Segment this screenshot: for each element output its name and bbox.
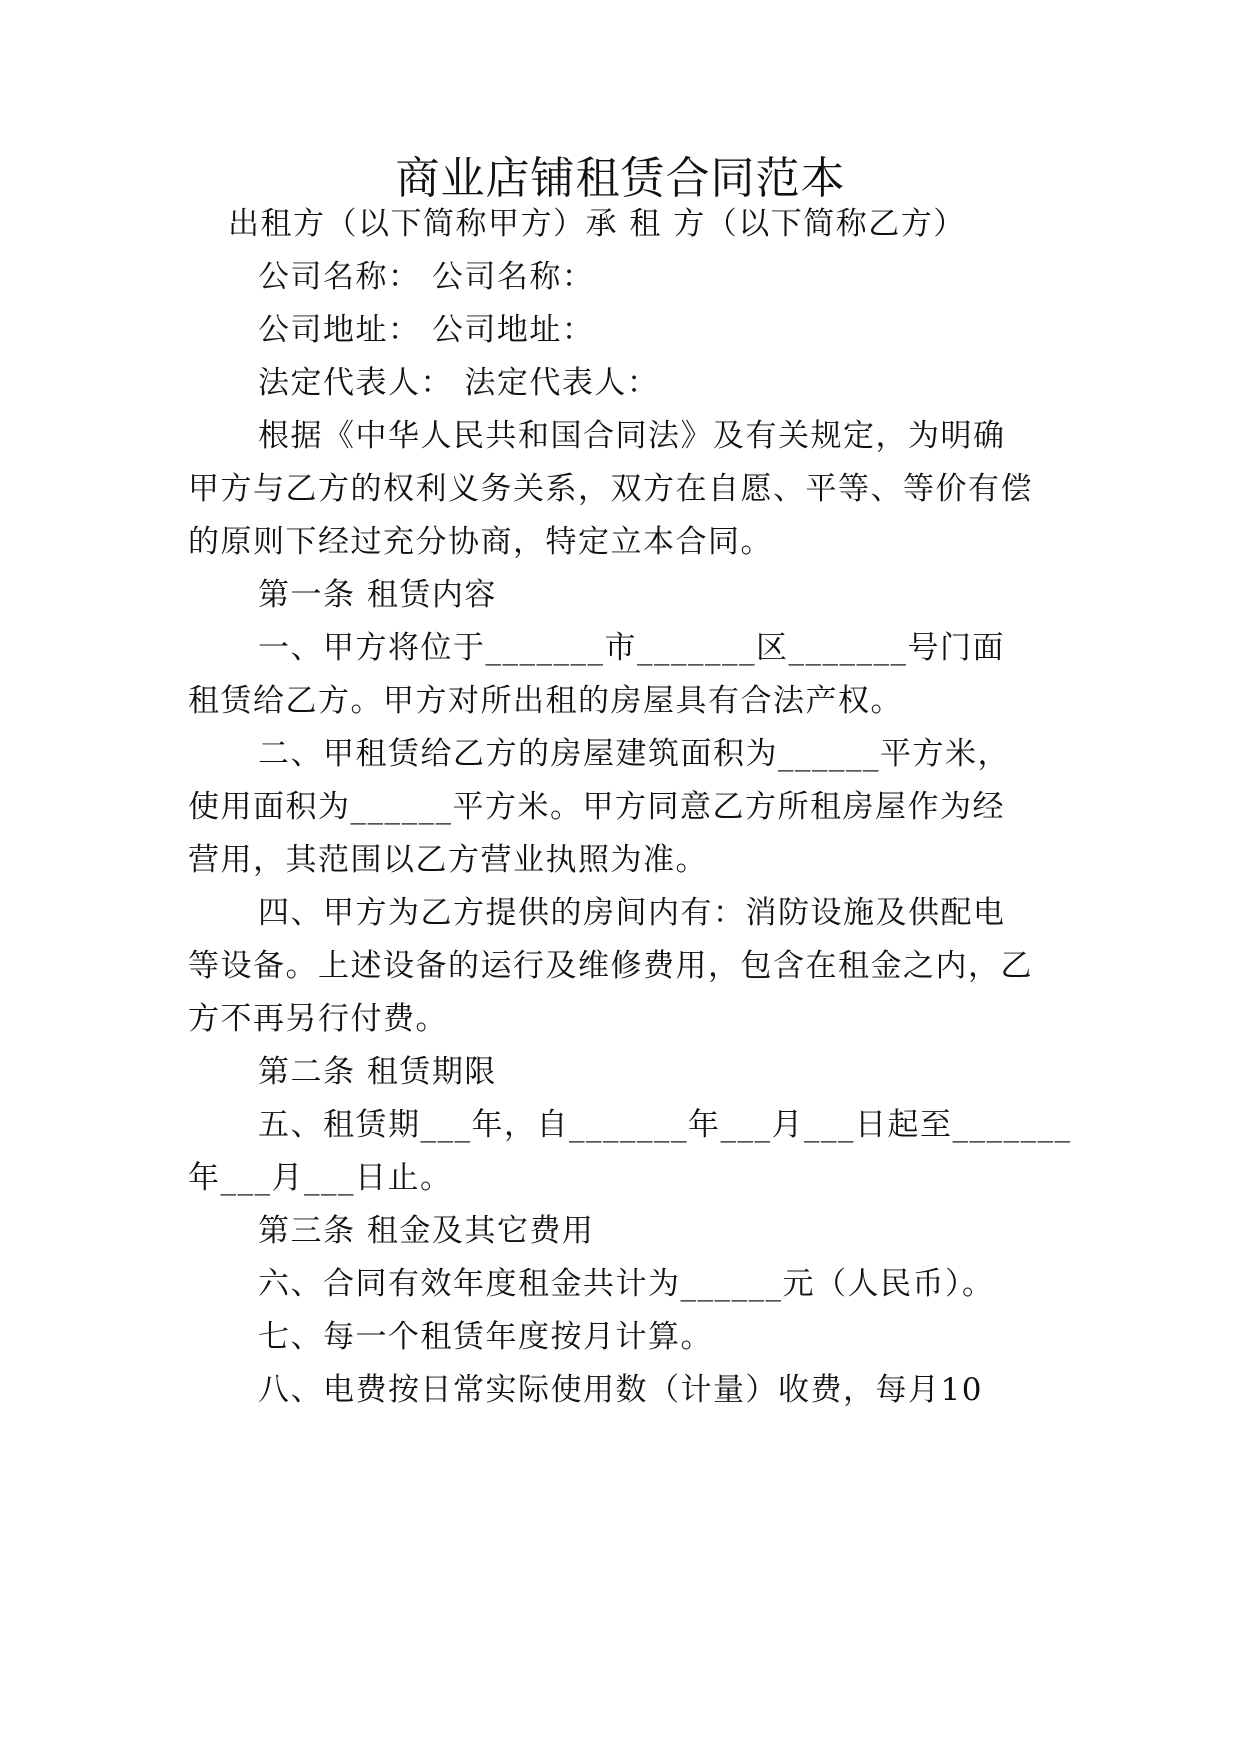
preamble-line-2: 甲方与乙方的权利义务关系，双方在自愿、平等、等价有偿 — [188, 471, 1033, 507]
clause-1-line-2: 租赁给乙方。甲方对所出租的房屋具有合法产权。 — [188, 683, 903, 719]
company-address-line: 公司地址： 公司地址： — [258, 312, 595, 348]
article-3-heading: 第三条 租金及其它费用 — [258, 1213, 595, 1249]
parties-header: 出租方（以下简称甲方）承 租 方（以下简称乙方） — [228, 206, 966, 242]
clause-2-line-1: 二、甲租赁给乙方的房屋建筑面积为______平方米， — [258, 736, 1010, 772]
clause-4-line-1: 四、甲方为乙方提供的房间内有：消防设施及供配电 — [258, 895, 1006, 931]
preamble-line-1: 根据《中华人民共和国合同法》及有关规定，为明确 — [258, 418, 1006, 454]
clause-6-line: 六、合同有效年度租金共计为______元（人民币）。 — [258, 1266, 995, 1302]
legal-rep-line: 法定代表人： 法定代表人： — [258, 365, 660, 401]
clause-4-line-2: 等设备。上述设备的运行及维修费用，包含在租金之内，乙 — [188, 948, 1033, 984]
article-2-heading: 第二条 租赁期限 — [258, 1054, 497, 1090]
company-name-line: 公司名称： 公司名称： — [258, 259, 595, 295]
clause-7-line: 七、每一个租赁年度按月计算。 — [258, 1319, 713, 1355]
preamble-line-3: 的原则下经过充分协商，特定立本合同。 — [188, 524, 773, 560]
article-1-heading: 第一条 租赁内容 — [258, 577, 497, 613]
clause-5-line-1: 五、租赁期___年，自_______年___月___日起至_______ — [258, 1107, 1072, 1143]
clause-8-line: 八、电费按日常实际使用数（计量）收费，每月10 — [258, 1372, 983, 1408]
clause-2-line-3: 营用，其范围以乙方营业执照为准。 — [188, 842, 708, 878]
document-title: 商业店铺租赁合同范本 — [395, 153, 846, 204]
clause-5-line-2: 年___月___日止。 — [188, 1160, 453, 1196]
clause-2-line-2: 使用面积为______平方米。甲方同意乙方所租房屋作为经 — [188, 789, 1005, 825]
clause-1-line-1: 一、甲方将位于_______市_______区_______号门面 — [258, 630, 1005, 666]
clause-4-line-3: 方不再另行付费。 — [188, 1001, 448, 1037]
